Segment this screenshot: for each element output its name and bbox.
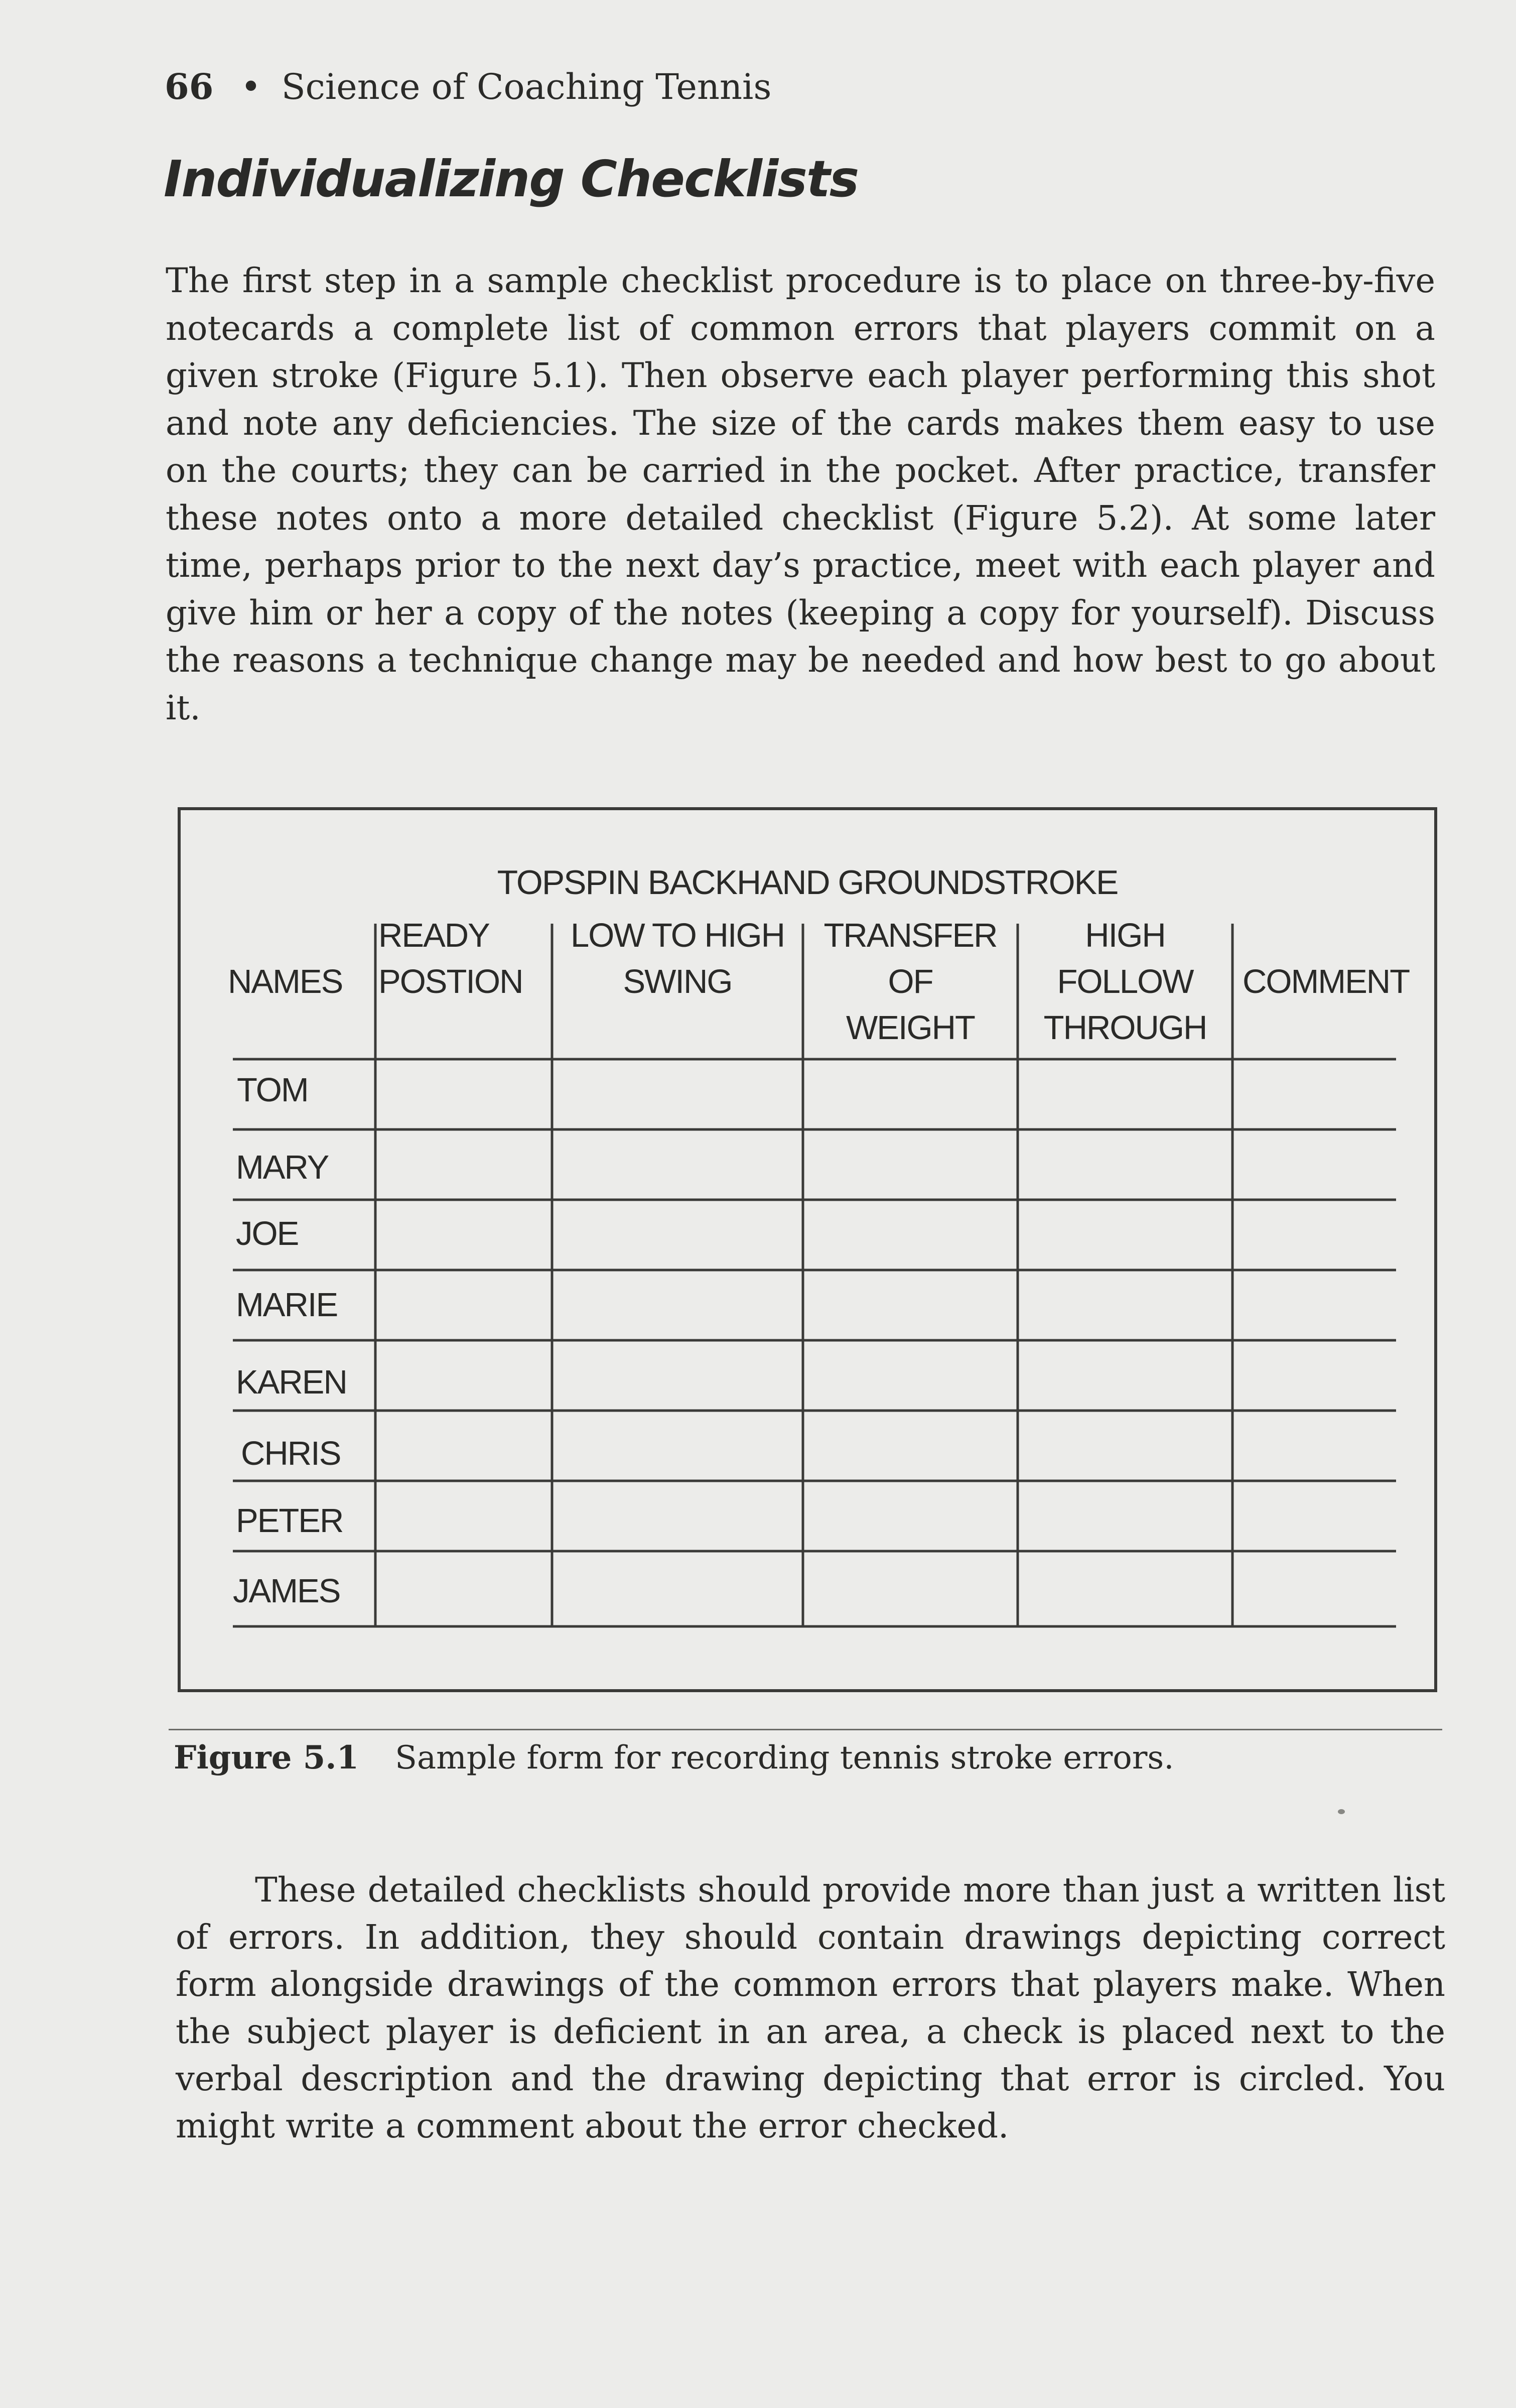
- col-header-names: NAMES: [228, 963, 343, 1000]
- col-header-transfer-of-weight: TRANSFER OF WEIGHT: [823, 917, 997, 1047]
- col-header-ready-position: READY POSTION: [378, 917, 523, 1000]
- figure-frame: [178, 807, 1437, 1692]
- section-heading: Individualizing Checklists: [164, 150, 859, 208]
- row-name: JAMES: [233, 1572, 340, 1610]
- running-header: [165, 64, 771, 109]
- col-header-low-to-high-swing: LOW TO HIGH SWING: [571, 917, 784, 1000]
- header-bullet: •: [240, 66, 261, 107]
- row-name: KAREN: [236, 1363, 347, 1401]
- row-name: CHRIS: [241, 1435, 341, 1472]
- form-title: TOPSPIN BACKHAND GROUNDSTROKE: [497, 863, 1118, 902]
- row-name: PETER: [236, 1502, 343, 1540]
- caption-text: Sample form for recording tennis stroke errors.: [395, 1739, 1174, 1777]
- row-name: MARIE: [236, 1286, 338, 1324]
- caption-rule: [169, 1729, 1442, 1730]
- page-number: 66: [165, 66, 214, 107]
- row-name: MARY: [236, 1149, 329, 1186]
- figure-label: Figure 5.1: [174, 1739, 359, 1777]
- body-paragraph-1: The first step in a sample checklist procedure is to place on three-by-five notecards a complete list of common errors that players commit on a given stroke (Figure 5.1). Then observe each player performing this shot and note any deficiencies. The size of the cards makes them easy to use on the courts; they can be carried in the pocket. After practice, transfer these notes onto a more detailed checklist (Figure 5.2). At some later time, perhaps prior to the next day’s practice, meet with each player and give him or her a copy of the notes (keeping a copy for yourself). Discuss the reasons a technique change may be needed and how best to go about it.: [166, 261, 1435, 727]
- figure-caption: [174, 1735, 1174, 1781]
- col-header-high-follow-through: HIGH FOLLOW THROUGH: [1043, 917, 1207, 1047]
- col-header-comment: COMMENT: [1243, 963, 1410, 1000]
- body-paragraph-2: These detailed checklists should provide more than just a written list of errors. In addition, they should contain drawings depicting correct form alongside drawings of the common errors that players make. When the subject player is deficient in an area, a check is placed next to the verbal description and the drawing depicting that error is circled. You might write a comment about the error checked.: [176, 1870, 1445, 2145]
- running-title: Science of Coaching Tennis: [281, 66, 772, 107]
- row-name: JOE: [236, 1215, 299, 1252]
- scan-speck: [1338, 1809, 1345, 1814]
- row-name: TOM: [237, 1071, 308, 1109]
